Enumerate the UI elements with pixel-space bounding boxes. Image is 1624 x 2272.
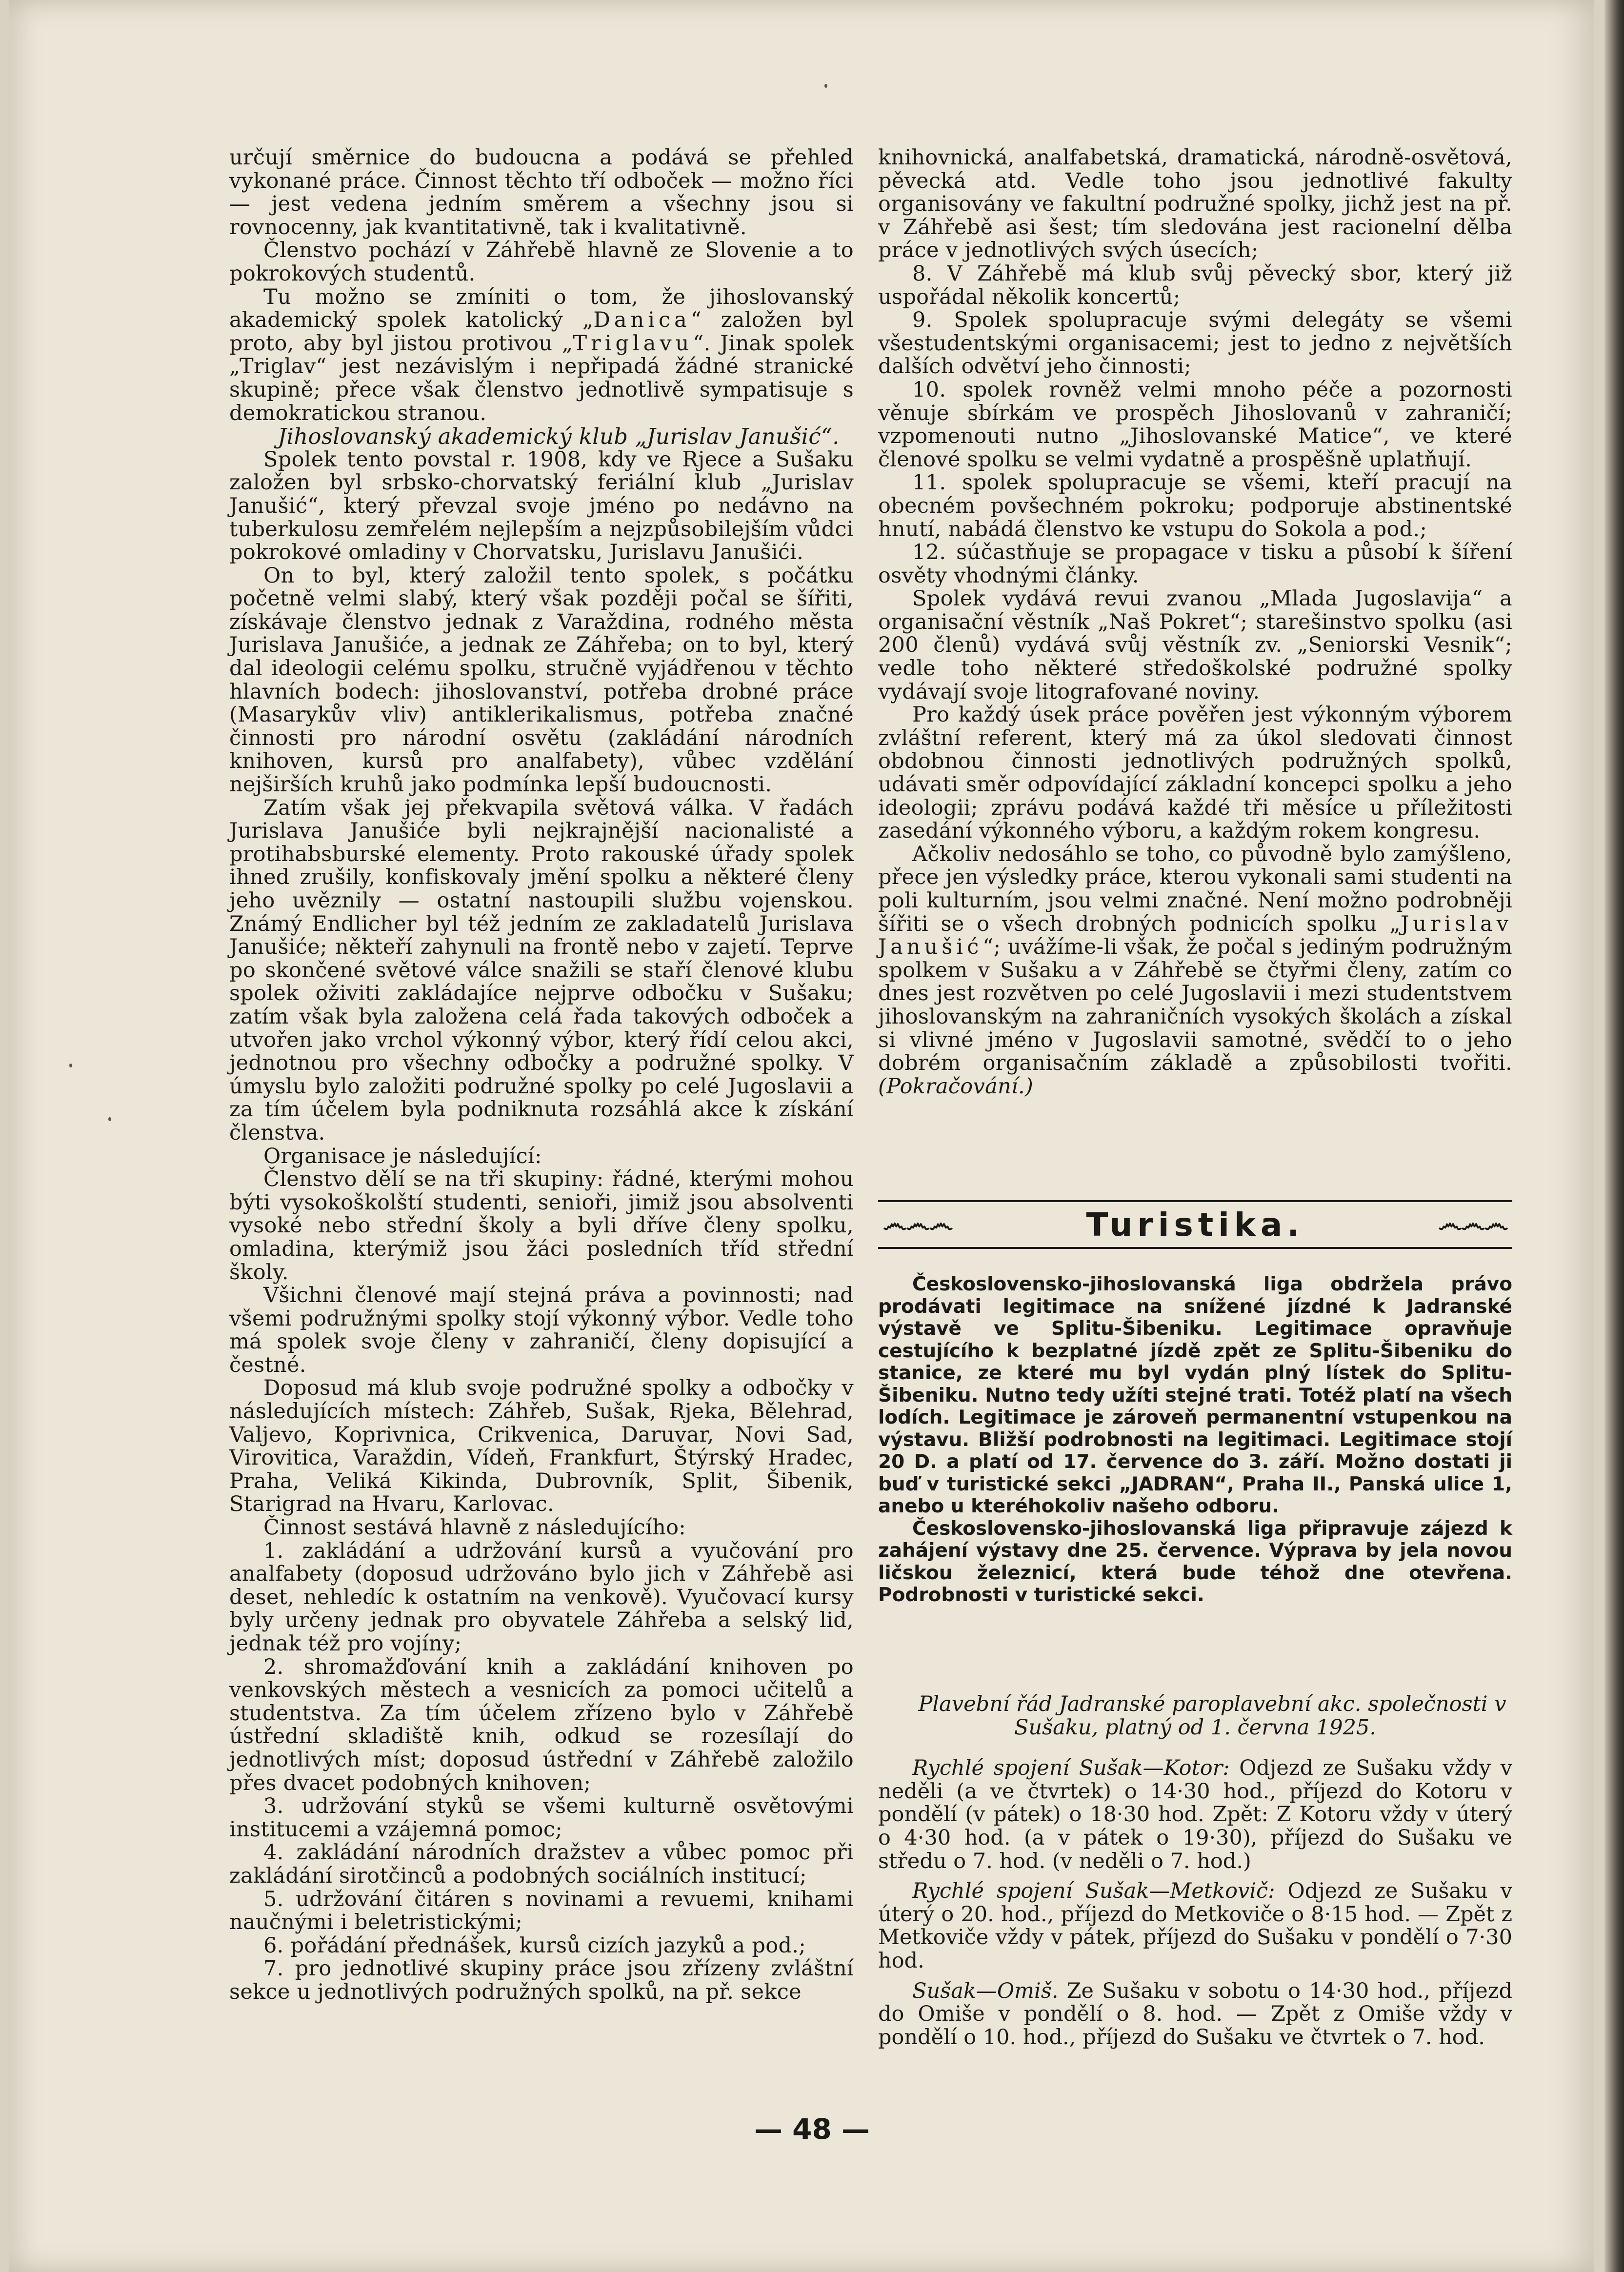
list-item: 4. zakládání národních dražstev a vůbec pomoc při zakládání sirotčinců a podobných sociálních institucí; xyxy=(229,1840,854,1888)
ornament-right-icon: ෴෴෴ xyxy=(1438,1209,1507,1238)
list-item: 3. udržování styků se všemi kulturně osvětovými institucemi a vzájemná pomoc; xyxy=(229,1794,854,1842)
list-item: 2. shromažďování knih a zakládání knihoven po venkovských městech a vesnicích za pomoci učitelů a studentstva. Za tím účelem zřízeno bylo v Záhřebě ústřední skladiště knih, odkud se rozesílají do jednotlivých míst; doposud ústřední v Záhřebě založilo přes dvacet podobných knihoven; xyxy=(229,1654,854,1795)
binding-edge xyxy=(1604,0,1624,2272)
list-item: 11. spolek spolupracuje se všemi, kteří pracují na obecném povšechném pokroku; podporuje abstinentské hnutí, nabádá členstvo ke vstupu do Sokola a pod.; xyxy=(878,470,1512,542)
page-number: — 48 — xyxy=(754,2112,870,2146)
paragraph: knihovnická, analfabetská, dramatická, národně-osvětová, pěvecká atd. Vedle toho jsou jednotlivé fakulty organisovány ve fakultní podružné spolky, jichž jest na př. v Záhřebě asi šest; tím sledována jest racionelní dělba práce v jednotlivých svých úsecích; xyxy=(878,145,1512,263)
route-label: Sušak—Omiš. xyxy=(912,1978,1059,2003)
paragraph: Doposud má klub svoje podružné spolky a odbočky v následujících místech: Záhřeb, Sušak, Rjeka, Bělehrad, Valjevo, Koprivnica, Crikvenica, Daruvar, Novi Sad, Virovitica, Varaždin, Vídeň, Frankfurt, Štýrský Hradec, Praha, Veliká Kikinda, Dubrovník, Split, Šibenik, Starigrad na Hvaru, Karlovac. xyxy=(229,1376,854,1517)
text-run: Ačkoliv nedosáhlo se toho, co původně bylo zamýšleno, přece jen výsledky práce, kterou vykonali sami studenti na poli kulturním, jsou velmi značné. Není možno podrobněji šířiti se o všech drobných podnicích spolku „ xyxy=(878,842,1512,936)
left-column xyxy=(229,146,854,2004)
schedule-entry xyxy=(878,1880,1512,1972)
section-heading: Jihoslovanský akademický klub „Jurislav Janušić“. xyxy=(278,423,840,450)
ornament-left-icon: ෴෴෴ xyxy=(883,1209,952,1238)
ink-speck xyxy=(824,84,827,88)
spaced-name-triglav: Triglavu xyxy=(573,331,693,356)
paragraph: Zatím však jej překvapila světová válka. V řadách Jurislava Janušiće byli nejkrajnější nacionalisté a protihabsburské elementy. Proto rakouské úřady spolek ihned zrušily, konfiskovaly jmění spolku a některé členy jeho uvěznily — ostatní nastoupili službu vojenskou. Známý Endlicher byl též jedním ze zakladatelů Jurislava Janušiće; někteří zahynuli na frontě nebo v zajetí. Teprve po skončené světové válce snažili se staří členové klubu spolek oživiti zakládajíce nejprve odbočku v Sušaku; zatím však byla založena celá řada takových odboček a utvořen jako vrchol výkonný výbor, který řídí celou akci, jednotnou pro všechny odbočky a podružné spolky. V úmyslu bylo založiti podružné spolky po celé Jugoslavii a za tím účelem byla podniknuta rozsáhlá akce k získání členstva. xyxy=(229,795,854,1145)
paragraph: Pro každý úsek práce pověřen jest výkonným výborem zvláštní referent, který má za úkol sledovati činnost obdobnou činnosti jednotlivých podružných spolků, udávati směr odpovídající základní koncepci spolku a jeho ideologii; zprávu podává každé tři měsíce u příležitosti zasedání výkonného výboru, a každým rokem kongresu. xyxy=(878,703,1512,844)
notice-paragraph: Československo-jihoslovanská liga připravuje zájezd k zahájení výstavy dne 25. července. Výprava by jela novou ličskou železnicí, která bude téhož dne otevřena. Podrobnosti v turistické sekci. xyxy=(878,1517,1512,1606)
text-run: “; uvážíme-li však, že počal s jediným podružným spolkem v Sušaku a v Záhřebě se čtyřmi členy, zatím co dnes jest rozvětven po celé Jugoslavii i mezi studentstvem jihoslovanským na zahraničních vysokých školách a získal si vlivné jméno v Jugoslavii samotné, svědčí to o jeho dobrém organisačním základě a způsobilosti tvořiti. xyxy=(878,935,1512,1076)
route-text: Odjezd ze Sušaku v úterý o 20. hod., příjezd do Metkoviče o 8·15 hod. — Zpět z Metkoviče vždy v pátek, příjezd do Sušaku v pondělí o 7·30 hod. xyxy=(878,1879,1512,1973)
list-item: 1. zakládání a udržování kursů a vyučování pro analfabety (doposud udržováno bylo jich v Záhřebě asi deset, nehledíc k ostatním na venkově). Vyučovací kursy byly určeny jednak pro obyvatele Záhřeba a selský lid, jednak též pro vojíny; xyxy=(229,1538,854,1656)
liga-notice xyxy=(878,1273,1512,1607)
schedule-entry xyxy=(878,1980,1512,2050)
right-column xyxy=(878,146,1512,1098)
continuation-note: (Pokračování.) xyxy=(878,1074,1034,1099)
text-run: Tu možno se zmíniti o tom, že jihoslovanský akademický spolek katolický „ xyxy=(229,284,854,333)
divider xyxy=(878,1247,1512,1249)
schedule-entry xyxy=(878,1757,1512,1873)
paragraph: Spolek vydává revui zvanou „Mlada Jugoslavija“ a organisační věstník „Naš Pokret“; starešinstvo spolku (asi 200 členů) vydává svůj věstník zv. „Seniorski Vesnik“; vedle toho některé středoškolské podružné spolky vydávají svoje litografované noviny. xyxy=(878,586,1512,704)
paragraph: Členstvo dělí se na tři skupiny: řádné, kterými mohou býti vysokoškolští studenti, senioři, jimiž jsou absolventi vysoké nebo střední školy a byli dříve členy spolku, omladina, kterýmiž jsou žáci posledních tříd střední školy. xyxy=(229,1167,854,1285)
route-label: Rychlé spojení Sušak—Kotor: xyxy=(912,1756,1230,1781)
list-item: 5. udržování čitáren s novinami a revuemi, knihami naučnými i beletristickými; xyxy=(229,1887,854,1935)
spaced-name-danica: Danica xyxy=(593,308,691,333)
paragraph: Spolek tento povstal r. 1908, kdy ve Rjece a Sušaku založen byl srbsko-chorvatský feriální klub „Jurislav Janušić“, který převzal svoje jméno po nedávno na tuberkulosu zemřelém nejlepším a nejzpůsobilejším vůdci pokrokové omladiny v Chorvatsku, Jurislavu Janušići. xyxy=(229,447,854,565)
list-item: 8. V Záhřebě má klub svůj pěvecký sbor, který již uspořádal několik koncertů; xyxy=(878,261,1512,309)
paragraph: On to byl, který založil tento spolek, s počátku početně velmi slabý, který však později počal se šířiti, získávaje členstvo jednak z Varaždina, rodného města Jurislava Janušiće, a jednak ze Záhřeba; on to byl, který dal ideologii celému spolku, stručně vyjádřenou v těchto hlavních bodech: jihoslovanství, potřeba drobné práce (Masarykův vliv) antiklerikalismus, potřeba značné činnosti pro národní osvětu (zakládání národních knihoven, kursů pro analfabety), vůbec vzdělání nejširších kruhů jako podmínka lepší budoucnosti. xyxy=(229,563,854,797)
schedule-heading: Plavební řád Jadranské paroplavební akc. společnosti v Sušaku, platný od 1. června 1925. xyxy=(918,1692,1506,1740)
ink-speck xyxy=(108,1117,111,1121)
notice-paragraph: Československo-jihoslovanská liga obdržela právo prodávati legitimace na snížené jízdné k Jadranské výstavě ve Splitu-Šibeniku. Legitimace opravňuje cestujícího k bezplatné jízdě zpět ze Splitu-Šibeniku do stanice, ze které mu byl vydán plný lístek do Splitu-Šibeniku. Nutno tedy užíti stejné trati. Totéž platí na všech lodích. Legitimace je zároveň permanentní vstupenkou na výstavu. Bližší podrobnosti na legitimaci. Legitimace stojí 20 D. a platí od 17. července do 3. září. Možno dostati ji buď v turistické sekci „JADRAN“, Praha II., Panská ulice 1, anebo u kteréhokoliv našeho odboru. xyxy=(878,1273,1512,1517)
route-label: Rychlé spojení Sušak—Metkovič: xyxy=(912,1879,1275,1904)
list-item: 6. pořádání přednášek, kursů cizích jazyků a pod.; xyxy=(263,1933,806,1958)
paragraph xyxy=(878,843,1512,1099)
paragraph: Všichni členové mají stejná práva a povinnosti; nad všemi podružnými spolky stojí výkonný výbor. Vedle toho má spolek svoje členy v zahraničí, členy dopisující a čestné. xyxy=(229,1283,854,1377)
paragraph: Organisace je následující: xyxy=(263,1144,542,1168)
route-text: Odjezd ze Sušaku vždy v neděli (a ve čtvrtek) o 14·30 hod., příjezd do Kotoru v pondělí (v pátek) o 18·30 hod. Zpět: Z Kotoru vždy v úterý o 4·30 hod. (a v pátek o 19·30), příjezd do Sušaku ve středu o 7. hod. (v neděli o 7. hod.) xyxy=(878,1756,1512,1873)
route-text: Ze Sušaku v sobotu o 14·30 hod., příjezd do Omiše v pondělí o 8. hod. — Zpět z Omiše vždy v pondělí o 10. hod., příjezd do Sušaku ve čtvrtek o 7. hod. xyxy=(878,1978,1512,2050)
list-item: 12. súčastňuje se propagace v tisku a působí k šíření osvěty vhodnými články. xyxy=(878,540,1512,588)
turistika-section-header xyxy=(878,1195,1512,1259)
list-item: 9. Spolek spolupracuje svými delegáty se všemi všestudentskými organisacemi; jest to jedno z největších dalších odvětví jeho činnosti; xyxy=(878,308,1512,379)
list-item: 7. pro jednotlivé skupiny práce jsou zřízeny zvláštní sekce u jednotlivých podružných spolků, na př. sekce xyxy=(229,1956,854,2004)
section-title: Turistika. xyxy=(1086,1206,1304,1244)
paragraph xyxy=(229,286,854,425)
divider xyxy=(878,1200,1512,1202)
spaced-name-jurislav: Jurislav Janušić xyxy=(878,911,1512,960)
text-run: “ založen byl proto, aby byl jistou protivou „ xyxy=(229,308,854,356)
list-item: 10. spolek rovněž velmi mnoho péče a pozornosti věnuje sbírkám ve prospěch Jihoslovanů v zahraničí; vzpomenouti nutno „Jihoslovanské Matice“, ve které členové spolku se velmi vydatně a prospěšně uplatňují. xyxy=(878,377,1512,472)
text-run: “. Jinak spolek „Triglav“ jest nezávislým i nepřipadá žádné stranické skupině; přece však členstvo jednotlivě sympatisuje s demokratickou stranou. xyxy=(229,331,854,425)
paragraph: Členstvo pochází v Záhřebě hlavně ze Slovenie a to pokrokových studentů. xyxy=(229,238,854,286)
paragraph: Činnost sestává hlavně z následujícího: xyxy=(263,1515,686,1540)
paragraph: určují směrnice do budoucna a podává se přehled vykonané práce. Činnost těchto tří odboček — možno říci — jest vedena jedním směrem a všechny jsou si rovnocenny, jak kvantitativně, tak i kvalitativně. xyxy=(229,145,854,240)
sailing-schedule xyxy=(878,1693,1512,2056)
ink-speck xyxy=(69,1064,72,1067)
